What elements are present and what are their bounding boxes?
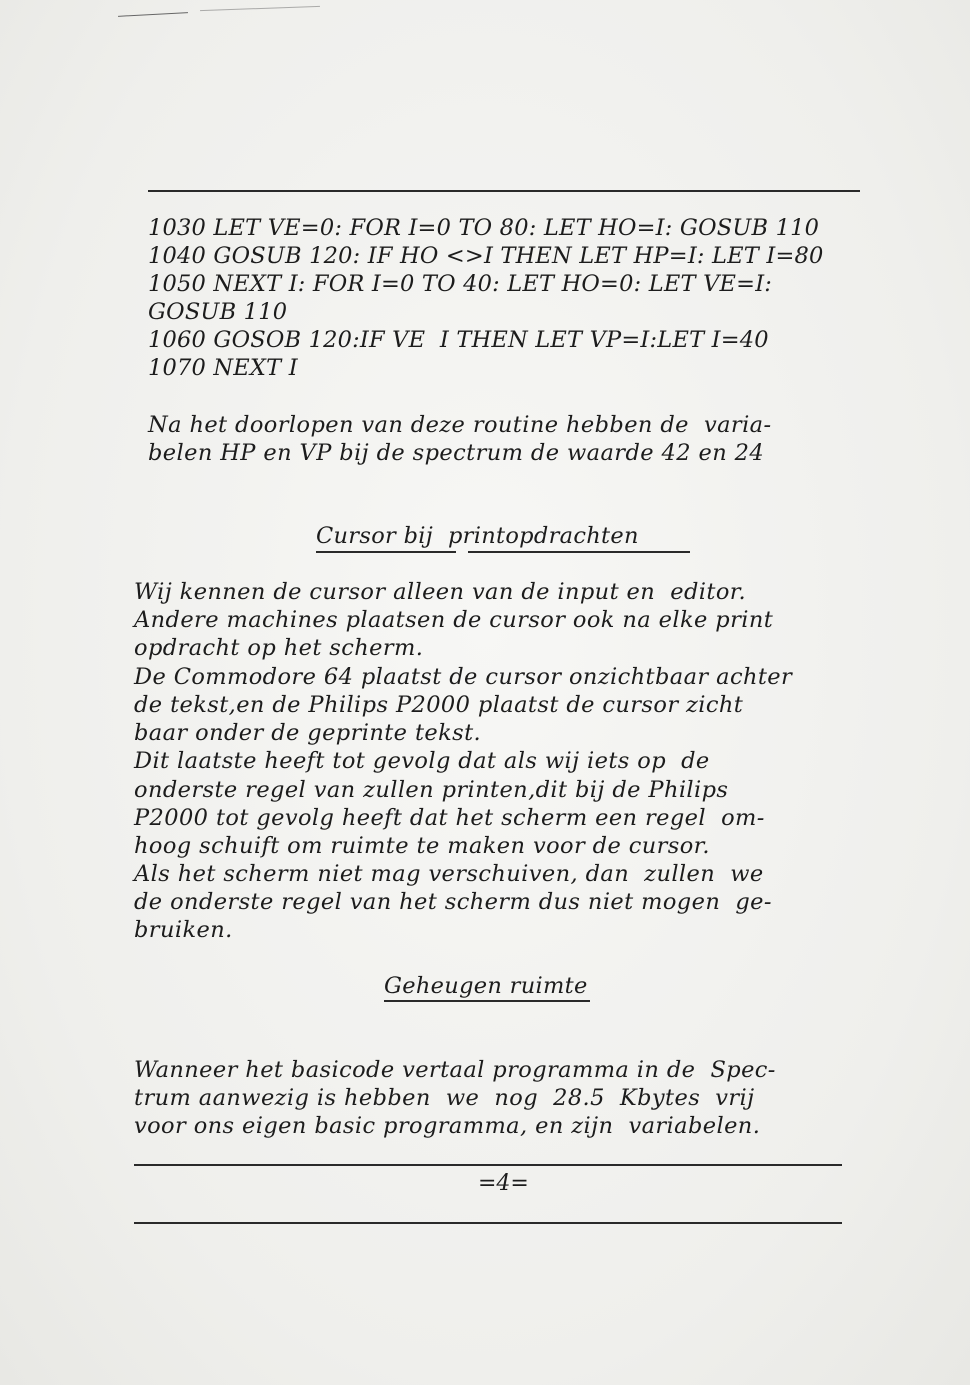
heading-underline [384,1000,590,1002]
heading-underline [468,551,690,553]
code-line: GOSUB 110 [148,299,288,325]
code-line: 1050 NEXT I: FOR I=0 TO 40: LET HO=0: LET VE=I: [148,271,773,297]
body-line: onderste regel van zullen printen,dit bij de Philips [134,777,729,803]
body-line: baar onder de geprinte tekst. [134,720,482,746]
footer-rule-top [134,1164,842,1166]
intro-line: Na het doorlopen van deze routine hebben de varia- [148,412,772,438]
intro-line: belen HP en VP bij de spectrum de waarde 42 en 24 [148,440,765,466]
body-line: Andere machines plaatsen de cursor ook na elke print [134,607,774,633]
body-line: voor ons eigen basic programma, en zijn variabelen. [134,1113,761,1139]
body-line: Als het scherm niet mag verschuiven, dan zullen we [134,861,764,887]
body-line: Dit laatste heeft tot gevolg dat als wij iets op de [134,748,710,774]
code-line: 1060 GOSOB 120:IF VE I THEN LET VP=I:LET I=40 [148,327,769,353]
body-line: trum aanwezig is hebben we nog 28.5 Kbytes vrij [134,1085,755,1111]
body-line: Wanneer het basicode vertaal programma in de Spec- [134,1057,776,1083]
heading-underline [316,551,456,553]
body-line: P2000 tot gevolg heeft dat het scherm een regel om- [134,805,765,831]
code-line: 1070 NEXT I [148,355,298,381]
body-line: De Commodore 64 plaatst de cursor onzichtbaar achter [134,664,793,690]
page-number: =4= [478,1171,529,1196]
code-line: 1030 LET VE=0: FOR I=0 TO 80: LET HO=I: GOSUB 110 [148,215,820,241]
body-line: bruiken. [134,917,233,943]
footer-rule-bottom [134,1222,842,1224]
body-line: de onderste regel van het scherm dus niet mogen ge- [134,889,772,915]
section-heading-memory: Geheugen ruimte [384,973,588,999]
scan-mark [118,12,188,17]
body-line: de tekst,en de Philips P2000 plaatst de cursor zicht [134,692,744,718]
section-heading-cursor: Cursor bij printopdrachten [316,523,639,549]
code-line: 1040 GOSUB 120: IF HO <>I THEN LET HP=I: LET I=80 [148,243,824,269]
scan-mark [200,6,320,11]
body-line: Wij kennen de cursor alleen van de input en editor. [134,579,747,605]
body-line: opdracht op het scherm. [134,635,424,661]
top-rule [148,190,860,192]
body-line: hoog schuift om ruimte te maken voor de cursor. [134,833,710,859]
